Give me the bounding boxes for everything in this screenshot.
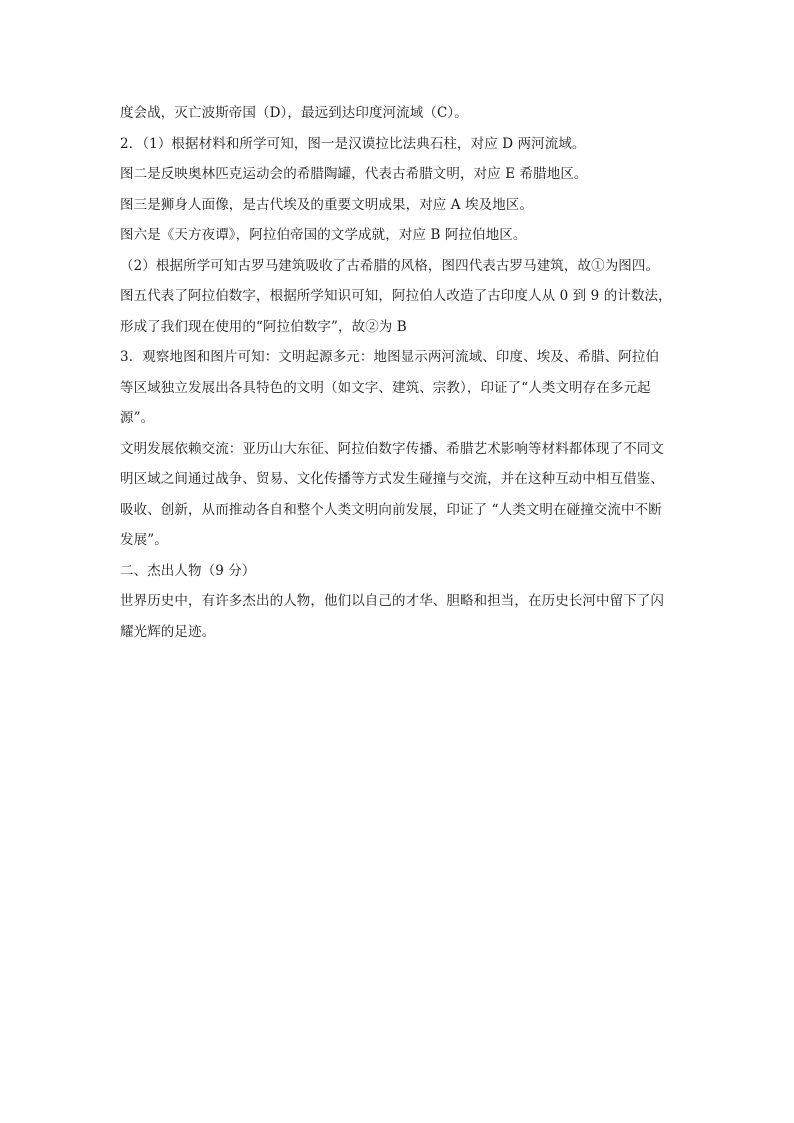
text-line: （2）根据所学可知古罗马建筑吸收了古希腊的风格，图四代表古罗马建筑，故①为图四。 [120, 257, 660, 274]
text-line: 源”。 [120, 410, 155, 426]
text-line: 发展”。 [120, 532, 168, 548]
text-line: 明区域之间通过战争、贸易、文化传播等方式发生碰撞与交流，并在这种互动中相互借鉴、 [120, 471, 664, 487]
section-heading: 二、杰出人物（9 分） [120, 562, 256, 579]
text-line: 等区域独立发展出各具特色的文明（如文字、建筑、宗教），印证了“人类文明存在多元起 [120, 379, 651, 396]
text-line: 形成了我们现在使用的“阿拉伯数字”，故②为 B [120, 318, 407, 335]
text-line: 耀光辉的足迹。 [120, 623, 216, 640]
text-line: 图五代表了阿拉伯数字，根据所学知识可知，阿拉伯人改造了古印度人从 0 到 9 的计数法， [120, 288, 672, 304]
text-line: 3．观察地图和图片可知：文明起源多元：地图显示两河流域、印度、埃及、希腊、阿拉伯 [120, 349, 660, 365]
text-line: 度会战，灭亡波斯帝国（D），最远到达印度河流域（C）。 [120, 105, 468, 121]
text-line: 世界历史中，有许多杰出的人物，他们以自己的才华、胆略和担当，在历史长河中留下了闪 [120, 593, 664, 609]
text-line: 图六是《天方夜谭》，阿拉伯帝国的文学成就，对应 B 阿拉伯地区。 [120, 227, 527, 243]
document-body [120, 98, 676, 647]
text-line: 图二是反映奥林匹克运动会的希腊陶罐，代表古希腊文明，对应 E 希腊地区。 [120, 166, 588, 182]
text-line: 吸收、创新，从而推动各自和整个人类文明向前发展，印证了 “人类文明在碰撞交流中不断 [120, 501, 662, 518]
text-line: 图三是狮身人面像，是古代埃及的重要文明成果，对应 A 埃及地区。 [120, 196, 534, 213]
text-line: 文明发展依赖交流：亚历山大东征、阿拉伯数字传播、希腊艺术影响等材料都体现了不同文 [120, 440, 664, 457]
text-line: 2．（1）根据材料和所学可知，图一是汉谟拉比法典石柱，对应 D 两河流域。 [120, 135, 586, 152]
